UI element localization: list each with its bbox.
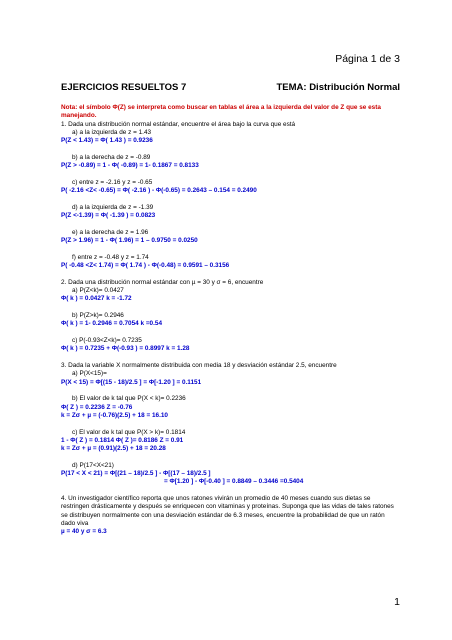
q3-a-question: a) P(X<15)= — [72, 370, 107, 378]
q1-c-answer: P( -2.16 <Z< -0.65) = Φ( -2.16 ) - Φ(-0.65) = 0.2643 – 0.154 = 0.2490 — [61, 187, 257, 195]
q2-a-question: a) P(Z<k)= 0.0427 — [72, 287, 124, 295]
q3-b-answer-2: k = Zσ + µ = (-0.76)(2.5) + 18 = 16.10 — [61, 411, 168, 419]
q3-c-answer-1: 1 - Φ( Z ) = 0.1814 Φ( Z )= 0.8186 Z = 0.91 — [61, 436, 184, 444]
q3-a-answer: P(X < 15) = Φ[(15 - 18)/2.5 ] = Φ[-1.20 ] = 0.1151 — [61, 378, 202, 386]
document-title-row — [61, 82, 400, 93]
q2-a-answer: Φ( k ) = 0.0427 k = -1.72 — [61, 295, 132, 303]
q1-a-question: a) a la izquierda de z = 1.43 — [72, 128, 152, 136]
q1-f-answer: P( -0.48 <Z< 1.74) = Φ( 1.74 ) - Φ(-0.48) = 0.9591 – 0.3156 — [61, 262, 230, 270]
document-topic: TEMA: Distribución Normal — [276, 82, 400, 93]
q3-c-question: c) El valor de k tal que P(X > k)= 0.1814 — [72, 428, 186, 436]
q1-d-answer: P(Z <-1.39) = Φ( -1.39 ) = 0.0823 — [61, 212, 156, 220]
q1-intro: 1. Dada una distribución normal estándar, encuentre el área bajo la curva que está — [61, 120, 296, 128]
q2-intro: 2. Dada una distribución normal estándar con µ = 30 y σ = 6, encuentre — [61, 278, 264, 286]
q2-b-answer: Φ( k ) = 1- 0.2946 = 0.7054 k =0.54 — [61, 320, 162, 328]
q1-b-question: b) a la derecha de z = -0.89 — [72, 153, 151, 161]
q3-d-answer-2: = Φ[1.20 ] - Φ[-0.40 ] = 0.8849 – 0.3446 =0.5404 — [164, 478, 304, 486]
q1-e-answer: P(Z > 1.96) = 1 - Φ( 1.96) = 1 – 0.9750 = 0.0250 — [61, 237, 198, 245]
page-header-label: Página 1 de 3 — [335, 53, 400, 65]
q2-b-question: b) P(Z>k)= 0.2946 — [72, 312, 124, 320]
q2-c-question: c) P(-0.93<Z<k)= 0.7235 — [72, 337, 142, 345]
q3-b-answer-1: Φ( Z ) = 0.2236 Z = -0.76 — [61, 403, 133, 411]
q1-a-answer: P(Z < 1.43) = Φ( 1.43 ) = 0.9236 — [61, 137, 153, 145]
q4-answer: µ = 40 y σ = 6.3 — [61, 528, 107, 536]
q3-c-answer-2: k = Zσ + µ = (0.91)(2.5) + 18 = 20.28 — [61, 445, 166, 453]
q1-d-question: d) a la izquierda de z = -1.39 — [72, 203, 154, 211]
q2-c-answer: Φ( k ) = 0.7235 + Φ(-0.93 ) = 0.8997 k = 1.28 — [61, 345, 190, 353]
page-number: 1 — [394, 596, 400, 608]
q3-intro: 3. Dada la variable X normalmente distribuida con media 18 y desviación estándar 2.5, encuentre — [61, 362, 337, 370]
q1-c-question: c) entre z = -2.16 y z = -0.65 — [72, 178, 153, 186]
document-title: EJERCICIOS RESUELTOS 7 — [61, 82, 187, 93]
q1-e-question: e) a la derecha de z = 1.96 — [72, 228, 149, 236]
note-text: Nota: el símbolo Φ(Z) se interpreta como buscar en tablas el área a la izquierda del valor de Z que se esta manejando. — [61, 104, 381, 120]
q3-b-question: b) El valor de k tal que P(X < k)= 0.2236 — [72, 395, 186, 403]
q3-d-answer-1: P(17 < X < 21) = Φ[(21 – 18)/2.5 ] - Φ[(17 – 18)/2.5 ] — [61, 470, 211, 478]
q1-b-answer: P(Z > -0.89) = 1 - Φ( -0.89) = 1- 0.1867 = 0.8133 — [61, 162, 199, 170]
q4-text: 4. Un investigador científico reporta que unos ratones vivirán un promedio de 40 meses cuando sus dietas se restringen drásticamente y después se enriquecen con vitaminas y proteínas. Suponga que las vidas de tales ratones se distribuyen normalmente con una desviación estándar de 6.3 meses, encuentre la probabilidad de que un ratón dado viva — [61, 495, 394, 528]
document-body — [61, 104, 400, 537]
q1-f-question: f) entre z = -0.48 y z = 1.74 — [72, 253, 149, 261]
q3-d-question: d) P(17<X<21) — [72, 461, 114, 469]
